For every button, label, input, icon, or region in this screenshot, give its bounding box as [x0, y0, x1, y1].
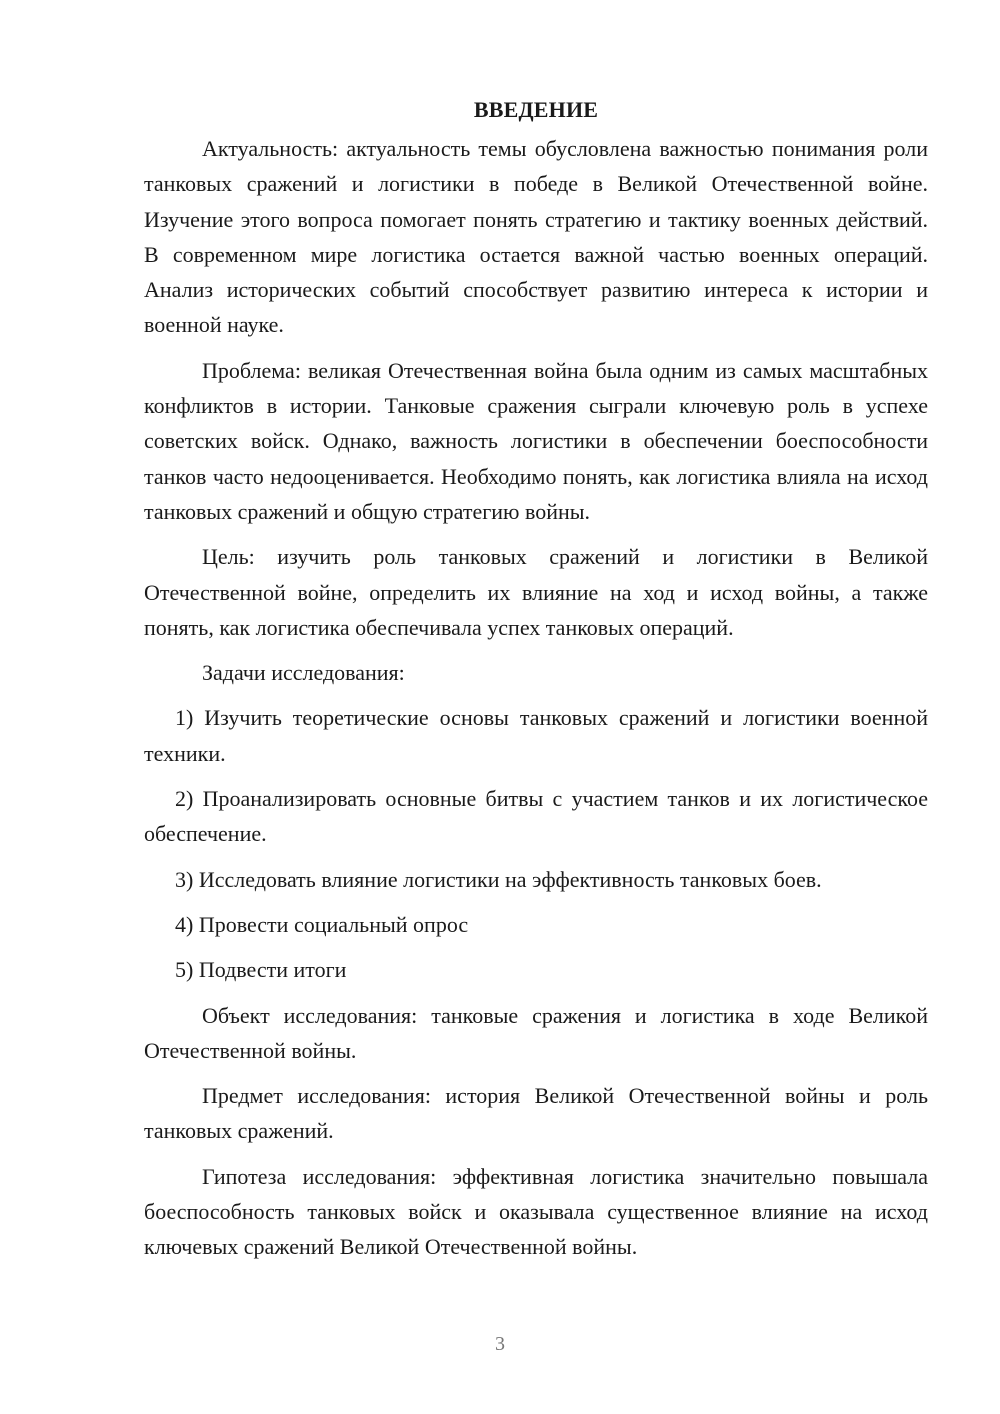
task-item-1: 1) Изучить теоретические основы танковых сражений и логистики военной техники. — [144, 705, 928, 766]
task-item-4: 4) Провести социальный опрос — [175, 911, 469, 937]
document-page — [144, 92, 928, 1275]
task-item-2: 2) Проанализировать основные битвы с участием танков и их логистическое обеспечение. — [144, 786, 928, 847]
page-number: 3 — [495, 1333, 505, 1355]
section-title: ВВЕДЕНИЕ — [473, 97, 599, 122]
hypothesis-paragraph: Гипотеза исследования: эффективная логистика значительно повышала боеспособность танковых войск и оказывала существенное влияние на исход ключевых сражений Великой Отечественной войны. — [144, 1163, 928, 1260]
subject-paragraph: Предмет исследования: история Великой Отечественной войны и роль танковых сражений. — [144, 1083, 928, 1144]
object-paragraph: Объект исследования: танковые сражения и логистика в ходе Великой Отечественной войны. — [144, 1002, 928, 1063]
task-item-5: 5) Подвести итоги — [175, 957, 347, 983]
relevance-paragraph: Актуальность: актуальность темы обусловлена важностью понимания роли танковых сражений и логистики в победе в Великой Отечественной войне. Изучение этого вопроса помогает понять стратегию и тактику военных действий. В современном мире логистика остается важной частью военных операций. Анализ исторических событий способствует развитию интереса к истории и военной науке. — [144, 136, 928, 338]
goal-paragraph: Цель: изучить роль танковых сражений и логистики в Великой Отечественной войне, определить их влияние на ход и исход войны, а также понять, как логистика обеспечивала успех танковых операций. — [144, 544, 928, 640]
problem-paragraph: Проблема: великая Отечественная война была одним из самых масштабных конфликтов в истории. Танковые сражения сыграли ключевую роль в успехе советских войск. Однако, важность логистики в обеспечении боеспособности танков часто недооценивается. Необходимо понять, как логистика влияла на исход танковых сражений и общую стратегию войны. — [144, 357, 928, 524]
tasks-heading: Задачи исследования: — [202, 660, 405, 686]
task-item-3: 3) Исследовать влияние логистики на эффективность танковых боев. — [175, 866, 822, 892]
